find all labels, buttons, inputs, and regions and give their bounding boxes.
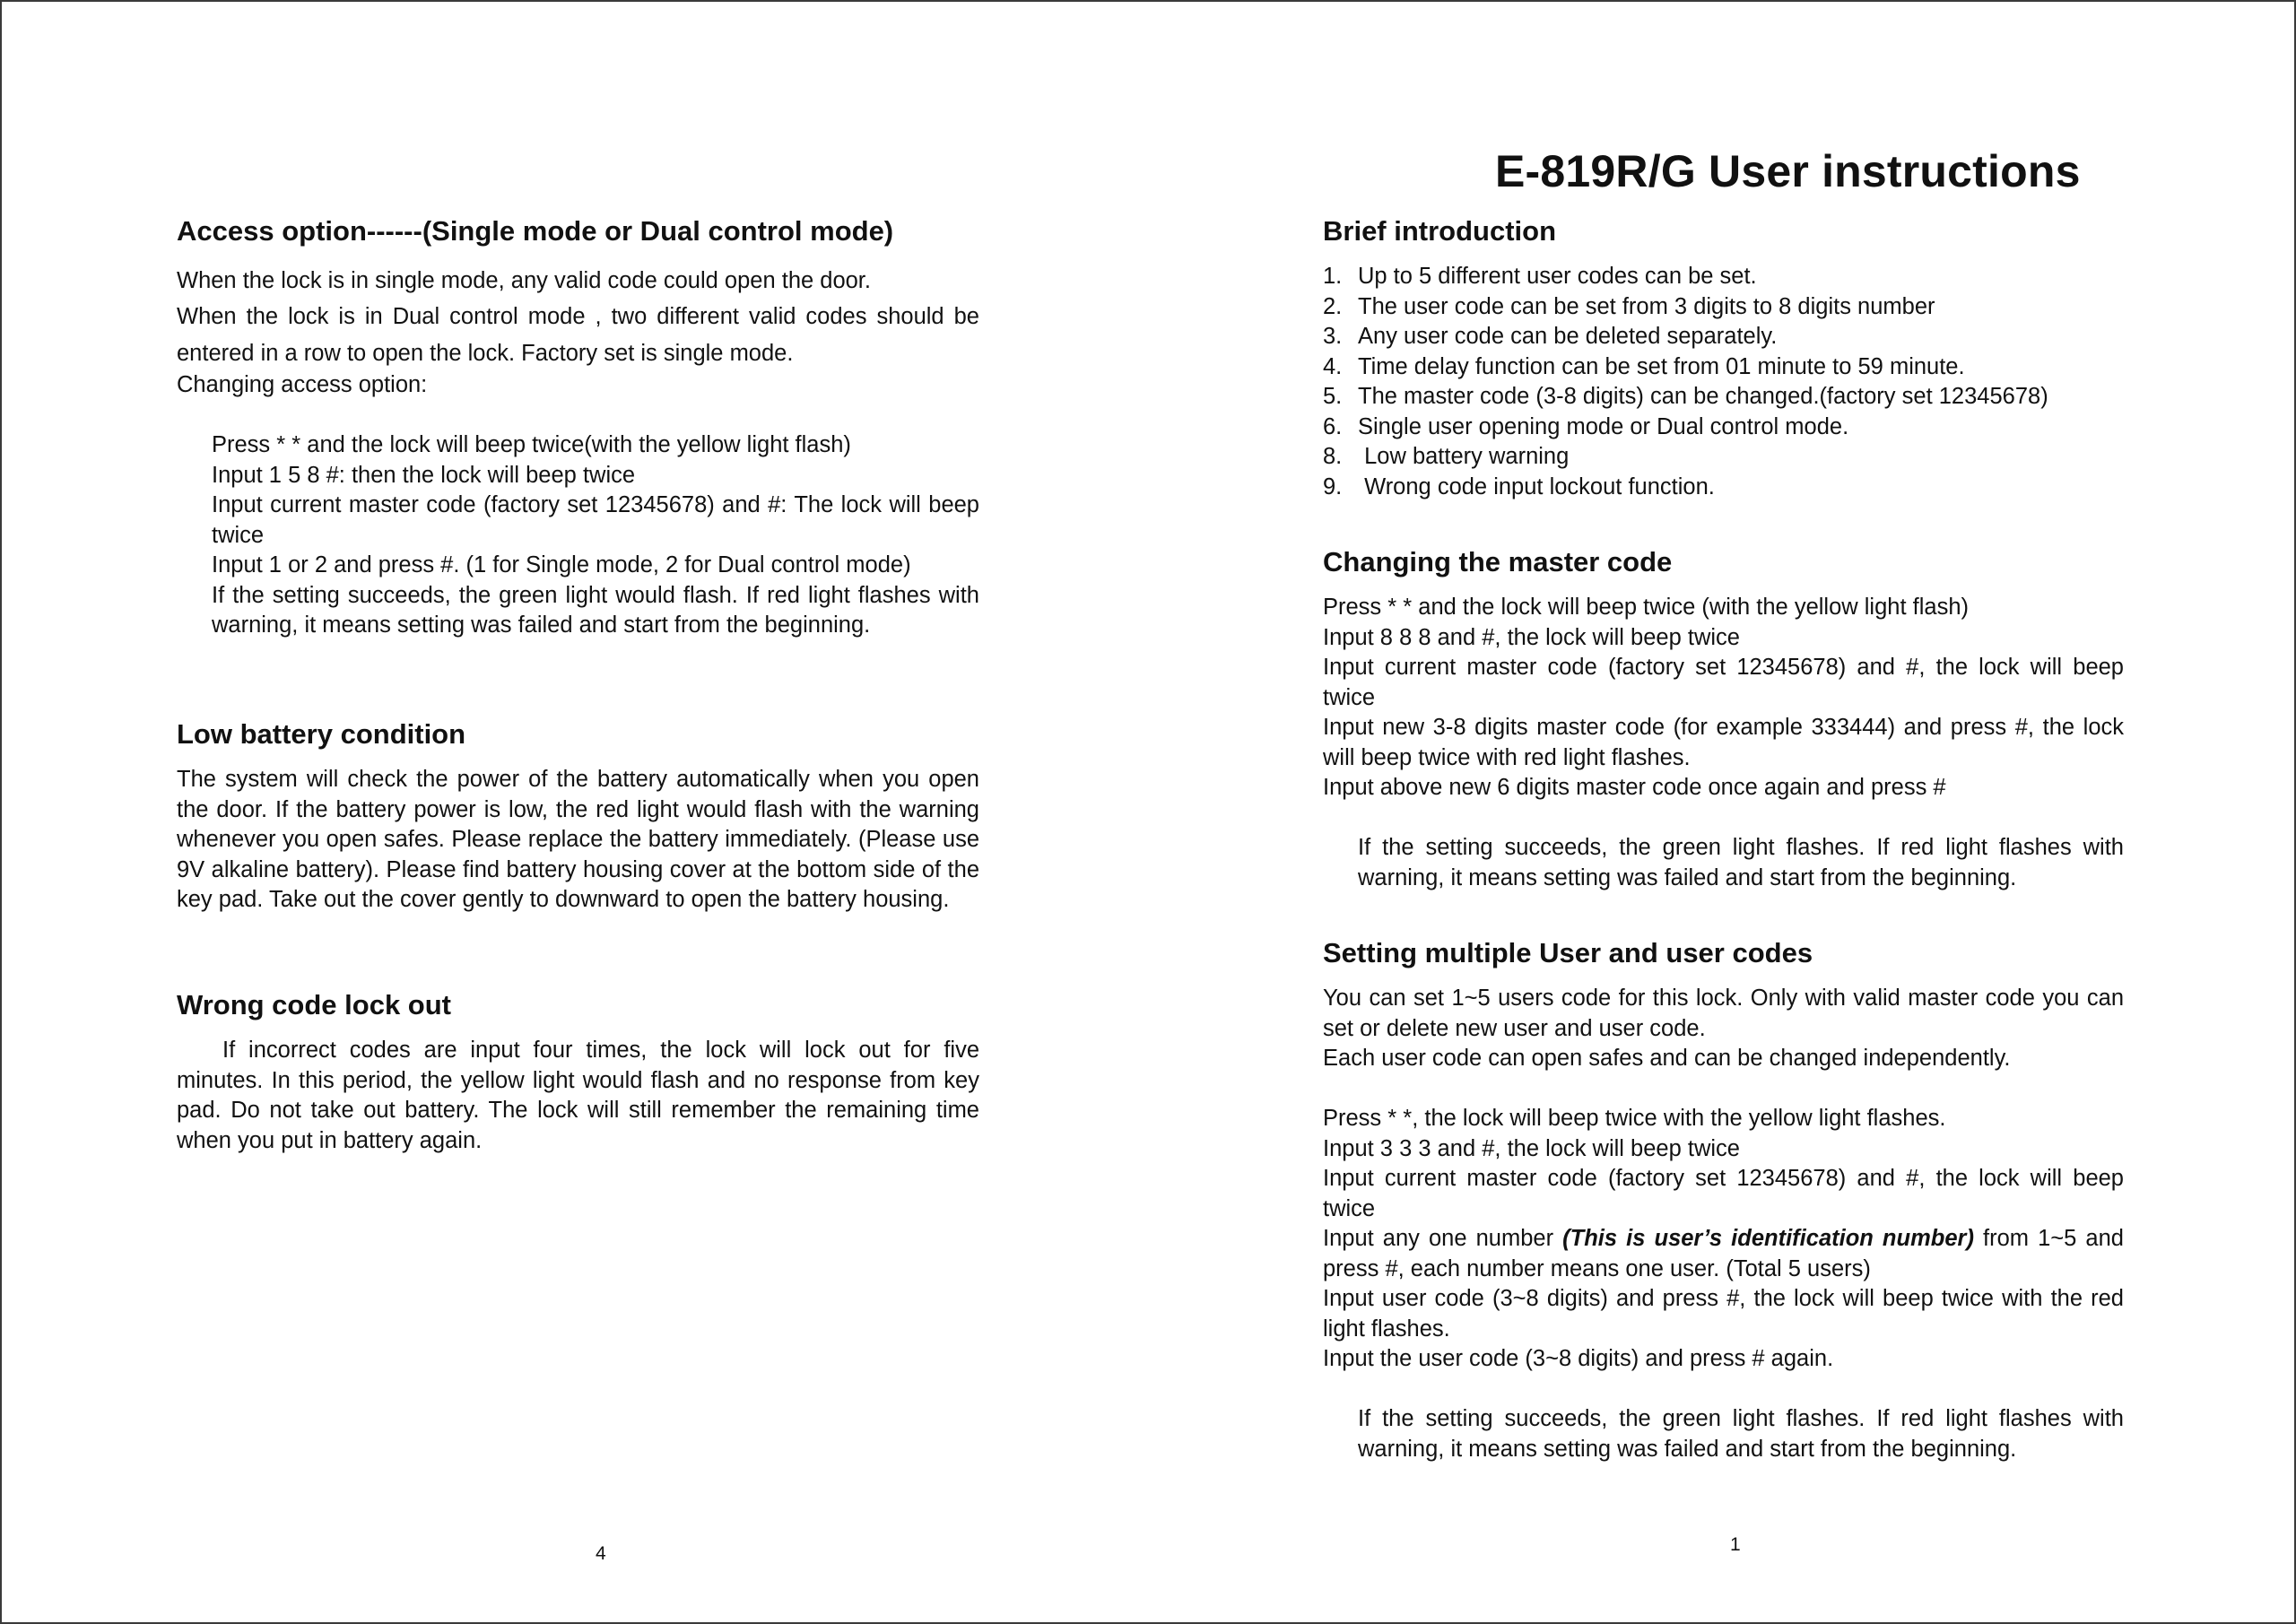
master-result: If the setting succeeds, the green light flashes. If red light flashes with warning, it means setting was failed and start from the beginning.	[1358, 835, 2124, 890]
list-item: 6. Single user opening mode or Dual control mode.	[1323, 413, 1849, 439]
multiple-users-body	[1323, 984, 2124, 1464]
list-item: 4. Time delay function can be set from 01 minute to 59 minute.	[1323, 353, 1965, 379]
master-line-5: Input above new 6 digits master code once again and press #	[1323, 775, 1946, 800]
low-battery-body	[177, 765, 979, 916]
access-step-2: Input 1 5 8 #: then the lock will beep twice	[212, 462, 636, 488]
access-p2a: When the lock is in Dual control mode , two different valid codes should be	[177, 304, 979, 329]
master-code-heading: Changing the master code	[1323, 546, 1673, 578]
wrong-code-heading: Wrong code lock out	[177, 989, 451, 1020]
list-item: 5. The master code (3-8 digits) can be changed.(factory set 12345678)	[1323, 384, 2048, 409]
access-step-3: Input current master code (factory set 12345678) and #: The lock will beep twice	[212, 492, 979, 548]
list-item: 3. Any user code can be deleted separately.	[1323, 324, 1778, 349]
access-option-heading: Access option------(Single mode or Dual control mode)	[177, 215, 894, 247]
access-p2b: entered in a row to open the lock. Factory set is single mode.	[177, 341, 794, 366]
users-line-2: Input 3 3 3 and #, the lock will beep twice	[1323, 1135, 1740, 1161]
access-step-5: If the setting succeeds, the green light would flash. If red light flashes with warning, it means setting was failed and start from the beginning.	[212, 582, 979, 638]
page-number-left: 4	[596, 1543, 606, 1564]
master-line-1: Press * * and the lock will beep twice (with the yellow light flash)	[1323, 595, 1969, 620]
access-p3: Changing access option:	[177, 372, 428, 397]
list-item: 2. The user code can be set from 3 digits to 8 digits number	[1323, 293, 1935, 319]
access-steps	[177, 430, 979, 641]
wrong-code-body	[177, 1036, 979, 1156]
list-item: 8. Low battery warning	[1323, 444, 1570, 469]
low-battery-text: The system will check the power of the battery automatically when you open the door. If the battery power is low, the red light would flash with the warning whenever you open safes. Please replace the battery immediately. (Please use 9V alkaline battery). Please find battery housing cover at the bottom side of the key pad. Take out the cover gently to downward to open the battery housing.	[177, 767, 979, 912]
master-code-body	[1323, 593, 2124, 893]
master-line-4: Input new 3-8 digits master code (for example 333444) and press #, the lock will beep twice with red light flashes.	[1323, 715, 2124, 770]
page-number-right: 1	[1730, 1534, 1741, 1555]
document-title: E-819R/G User instructions	[1495, 146, 2081, 196]
users-intro-2: Each user code can open safes and can be changed independently.	[1323, 1046, 2011, 1071]
users-line-1: Press * *, the lock will beep twice with the yellow light flashes.	[1323, 1106, 1946, 1131]
access-option-body	[177, 264, 979, 641]
users-line-6: Input the user code (3~8 digits) and press # again.	[1323, 1346, 1834, 1371]
feature-list	[1323, 262, 2124, 502]
list-item: 9. Wrong code input lockout function.	[1323, 473, 1715, 499]
brief-intro-body	[1323, 262, 2124, 502]
access-p1: When the lock is in single mode, any valid code could open the door.	[177, 268, 871, 293]
wrong-code-text: If incorrect codes are input four times, the lock will lock out for five minutes. In this period, the yellow light would flash and no response from key pad. Do not take out battery. The lock will still remember the remaining time when you put in battery again.	[177, 1038, 979, 1153]
brief-intro-heading: Brief introduction	[1323, 215, 1557, 247]
users-intro-1: You can set 1~5 users code for this lock. Only with valid master code you can set or delete new user and user code.	[1323, 986, 2124, 1041]
users-line-5: Input user code (3~8 digits) and press #, the lock will beep twice with the red light flashes.	[1323, 1286, 2124, 1342]
list-item: 1. Up to 5 different user codes can be set.	[1323, 264, 1757, 289]
users-line-4: Input any one number (This is user’s identification number) from 1~5 and press #, each number means one user. (Total 5 users)	[1323, 1226, 2124, 1281]
low-battery-heading: Low battery condition	[177, 718, 466, 750]
user-id-emphasis: (This is user’s identification number)	[1562, 1226, 1974, 1251]
access-step-4: Input 1 or 2 and press #. (1 for Single mode, 2 for Dual control mode)	[212, 552, 911, 578]
multiple-users-heading: Setting multiple User and user codes	[1323, 937, 1813, 968]
master-line-3: Input current master code (factory set 12345678) and #, the lock will beep twice	[1323, 655, 2124, 710]
access-step-1: Press * * and the lock will beep twice(with the yellow light flash)	[212, 432, 851, 457]
master-line-2: Input 8 8 8 and #, the lock will beep twice	[1323, 624, 1740, 650]
users-line-3: Input current master code (factory set 12345678) and #, the lock will beep twice	[1323, 1166, 2124, 1221]
users-result: If the setting succeeds, the green light flashes. If red light flashes with warning, it means setting was failed and start from the beginning.	[1358, 1406, 2124, 1462]
